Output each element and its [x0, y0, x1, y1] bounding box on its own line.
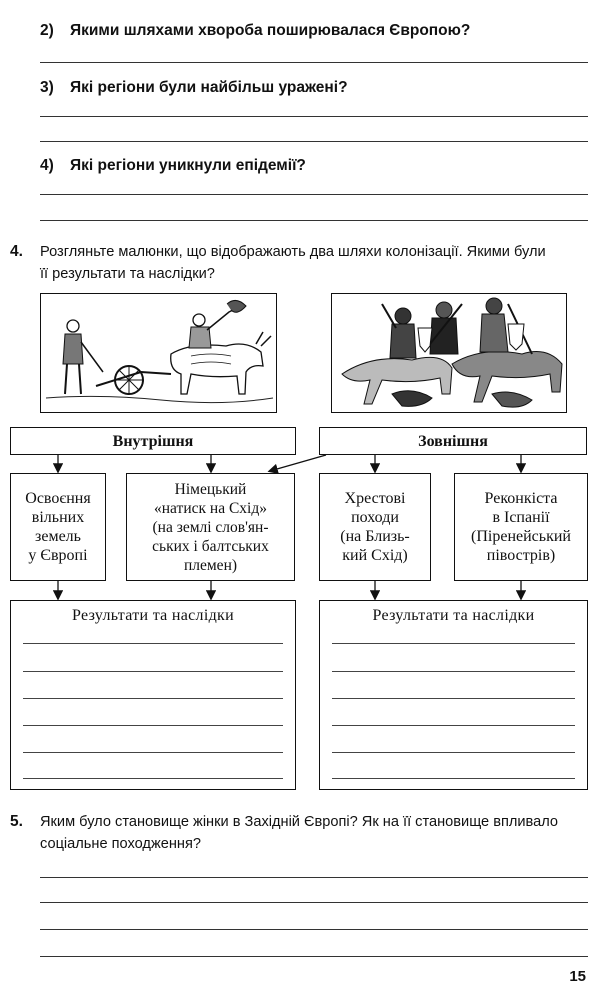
answer-line[interactable]	[40, 929, 588, 930]
question-2-number: 2)	[40, 22, 54, 39]
internal-label: Внутрішня	[112, 432, 194, 450]
results-left-title: Результати та наслідки	[72, 607, 234, 624]
reconquista-label: Реконкіста в Іспанії (Піренейський півострів)	[471, 490, 571, 564]
answer-line[interactable]	[40, 877, 588, 878]
task-4-number: 4.	[10, 243, 23, 260]
answer-line[interactable]	[40, 902, 588, 903]
question-3-text: Які регіони були найбільш уражені?	[70, 79, 348, 96]
question-4-number: 4)	[40, 157, 54, 174]
task-5-line1: Яким було становище жінки в Західній Європі? Як на її становище впливало	[40, 814, 559, 830]
answer-line[interactable]	[40, 956, 588, 957]
crusades-label: Хрестові походи (на Близь- кий Схід)	[340, 490, 410, 564]
task-4-line2: її результати та наслідки?	[40, 266, 215, 282]
question-4-text: Які регіони уникнули епідемії?	[70, 157, 306, 174]
task-4-line1: Розгляньте малюнки, що відображають два шляхи колонізації. Якими були	[40, 244, 546, 260]
arrow	[270, 455, 326, 471]
results-right-title: Результати та наслідки	[372, 607, 535, 624]
task-5-line2: соціальне походження?	[40, 836, 201, 852]
task-5	[10, 811, 595, 855]
german-drang-label: Німецький «натиск на Схід» (на землі слов'ян- ських і балтських племен)	[152, 480, 269, 574]
page-number: 15	[569, 968, 586, 985]
task-5-number: 5.	[10, 813, 23, 830]
external-label: Зовнішня	[418, 432, 488, 450]
question-2-text: Якими шляхами хвороба поширювалася Європою?	[70, 22, 471, 39]
question-3-number: 3)	[40, 79, 54, 96]
free-lands-label: Освоєння вільних земель у Європі	[25, 490, 91, 564]
